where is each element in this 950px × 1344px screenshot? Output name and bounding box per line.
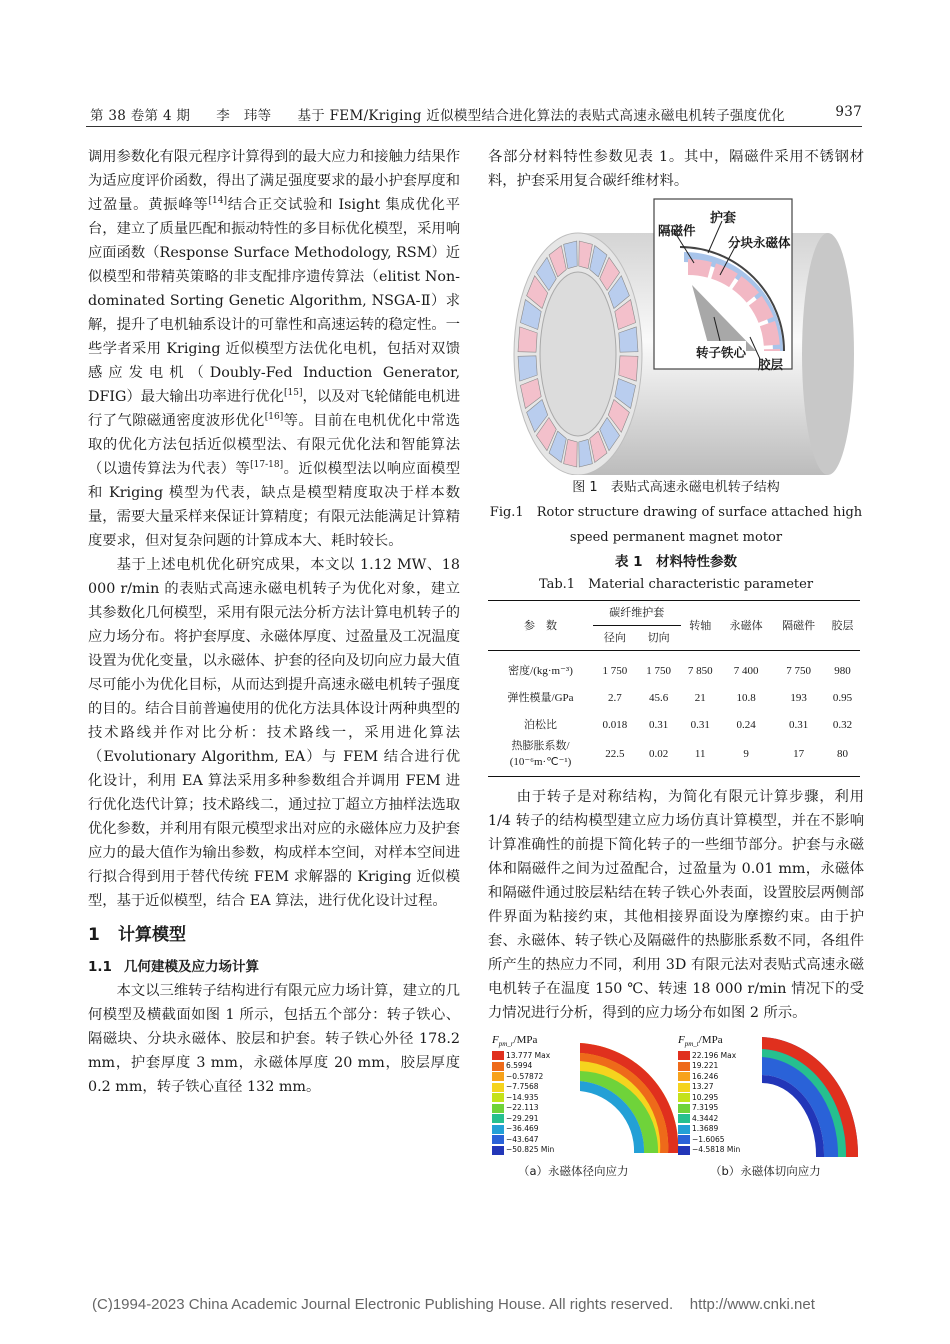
label-magnet: 分块永磁体 — [728, 235, 791, 250]
citation[interactable]: [15] — [284, 388, 303, 399]
legend-value: −22.113 — [506, 1103, 539, 1113]
table-row: 弹性模量/GPa 2.7 45.6 21 10.8 193 0.95 — [507, 691, 853, 704]
table-row: 泊松比 0.018 0.31 0.31 0.24 0.31 0.32 — [524, 718, 853, 731]
legend-value: 1.3689 — [692, 1124, 719, 1134]
running-header — [90, 104, 862, 124]
legend-value: 7.3195 — [692, 1103, 719, 1113]
legend-value: 13.27 — [692, 1082, 714, 1092]
col-header-shaft: 转轴 — [681, 601, 720, 651]
paragraph: 各部分材料特性参数见表 1。其中，隔磁件采用不锈钢材料，护套采用复合碳纤维材料。 — [488, 149, 864, 189]
header-title: 基于 FEM/Kriging 近似模型结合进化算法的表贴式高速永磁电机转子强度优化 — [297, 108, 786, 124]
journal-issue: 第 38 卷第 4 期 — [90, 108, 191, 124]
legend-tangential: $F_{pm\_t}$/MPa 22.196 Max 19.221 16.246 13.27 10.295 7.3195 4.3442 1.3689 −1.6065 −4.5818 Min — [678, 1034, 741, 1155]
label-core: 转子铁心 — [696, 341, 746, 365]
legend-swatch — [678, 1135, 690, 1144]
page-number: 937 — [835, 104, 862, 120]
legend-value: −50.825 Min — [506, 1145, 555, 1155]
legend-swatch — [492, 1062, 504, 1071]
legend-value: −36.469 — [506, 1124, 539, 1134]
col-header-magnet: 永磁体 — [720, 601, 773, 651]
legend-swatch — [678, 1072, 690, 1081]
legend-swatch — [678, 1146, 690, 1155]
legend-swatch — [678, 1125, 690, 1134]
legend-entry — [492, 1072, 554, 1083]
legend-swatch — [678, 1114, 690, 1123]
legend-value: 19.221 — [692, 1061, 719, 1071]
material-table — [488, 600, 860, 777]
col-header-param: 参 数 — [488, 601, 593, 651]
col-header-cf: 碳纤维护套 — [593, 601, 681, 626]
legend-swatch — [678, 1051, 690, 1060]
legend-value: −43.647 — [506, 1134, 539, 1144]
paragraph: 调用参数化有限元程序计算得到的最大应力和接触力结果作为适应度评价函数，得出了满足强度要求的最小护套厚度和过盈量。黄振峰等[14]结合正交试验和 Isight 集成优化平台，建立了质量匹配和振动特性的多目标优化模型，采用响应面函数（Response Surface Methodology, RSM）近似模型和带精英策略的非支配排序遗传算法（elitist Non-dominated Sorting Genetic Algorithm, NSGA-Ⅱ）求解，提升了电机轴系设计的可靠性和高速运转的稳定性。一些学者采用 Kriging 近似模型方法优化电机，包括对双馈感应发电机（Doubly-Fed Induction Generator, DFIG）最大输出功率进行优化[15]，以及对飞轮储能电机进行了气隙磁通密度波形优化[16]等。目前在电机优化中常选取的优化方法包括近似模型法、有限元优化法和智能算法（以遗传算法为代表）等[17-18]。近似模型法以响应面模型和 Kriging 模型为代表，缺点是模型精度取决于样本数量，需要大量采样来保证计算精度；有限元法能满足计算精度要求，但对复杂问题的计算成本大、耗时较长。 — [88, 149, 461, 549]
legend-value: −7.7568 — [506, 1082, 539, 1092]
legend-entry — [678, 1145, 740, 1156]
legend-entry — [492, 1061, 554, 1072]
legend-value: −0.57872 — [506, 1071, 544, 1081]
legend-entry — [678, 1124, 740, 1135]
legend-radial: $F_{pm\_r}$/MPa 13.777 Max 6.5994 −0.57872 −7.7568 −14.935 −22.113 −29.291 −36.469 −43.647 −50.825 Min — [492, 1034, 555, 1155]
figure-1-caption-cn: 图 1 表贴式高速永磁电机转子结构 — [572, 480, 780, 495]
radial-stress-plot — [574, 1041, 684, 1159]
legend-swatch — [492, 1125, 504, 1134]
legend-swatch — [492, 1146, 504, 1155]
cylinder-end — [802, 233, 854, 475]
legend-swatch — [492, 1093, 504, 1102]
legend-value: 16.246 — [692, 1071, 719, 1081]
col-header-glue: 胶层 — [825, 601, 860, 651]
label-sleeve: 护套 — [710, 211, 737, 226]
legend-entry — [678, 1114, 740, 1125]
legend-swatch — [678, 1104, 690, 1113]
table-1-title-cn: 表 1 材料特性参数 — [614, 554, 738, 570]
tangential-stress-plot — [758, 1035, 862, 1159]
legend-value: −29.291 — [506, 1113, 539, 1123]
legend-value: 13.777 Max — [506, 1050, 551, 1060]
header-authors: 李 玮等 — [216, 108, 272, 124]
legend-entry — [678, 1082, 740, 1093]
legend-entry — [678, 1135, 740, 1146]
col-header-tangential: 切向 — [647, 632, 670, 644]
legend-swatch — [492, 1114, 504, 1123]
legend-entry — [678, 1051, 740, 1062]
legend-swatch — [492, 1072, 504, 1081]
legend-value: 4.3442 — [692, 1113, 719, 1123]
legend-value: −14.935 — [506, 1092, 539, 1102]
table-row: 密度/(kg·m⁻³) 1 750 1 750 7 850 7 400 7 750 980 — [488, 651, 860, 685]
section-heading: 1 计算模型 — [88, 925, 186, 945]
legend-entry — [678, 1103, 740, 1114]
legend-entry — [492, 1135, 554, 1146]
col-header-spacer: 隔磁件 — [772, 601, 825, 651]
table-row: 热膨胀系数/ (10⁻⁶m·℃⁻¹) 22.5 0.02 11 9 17 80 — [488, 738, 860, 777]
citation[interactable]: [17-18] — [250, 460, 284, 471]
figure-1-caption-en-2: speed permanent magnet motor — [569, 530, 783, 545]
legend-entry — [492, 1051, 554, 1062]
label-glue: 胶层 — [758, 357, 784, 372]
legend-entry — [492, 1114, 554, 1125]
legend-entry — [492, 1093, 554, 1104]
rotor-core — [540, 272, 616, 436]
legend-entry — [678, 1072, 740, 1083]
paragraph: 本文以三维转子结构进行有限元应力场计算，建立的几何模型及横截面如图 1 所示，包括五个部分：转子铁心、隔磁块、分块永磁体、胶层和护套。转子铁心外径 178.2 mm，护套厚度 3 mm，永磁体厚度 20 mm，胶层厚度 0.2 mm，转子铁心直径 132 mm。 — [88, 983, 460, 1095]
figure-1-caption-en: Fig.1 Rotor structure drawing of surface attached high — [489, 505, 863, 520]
figure-2b-caption: （b）永磁体切向应力 — [710, 1164, 821, 1178]
table-1-title-en: Tab.1 Material characteristic parameter — [538, 577, 814, 592]
figure-2-stress-fields — [488, 1031, 864, 1179]
legend-entry — [678, 1093, 740, 1104]
legend-swatch — [678, 1062, 690, 1071]
left-column — [88, 145, 460, 1099]
legend-swatch — [492, 1083, 504, 1092]
figure-2a-caption: （a）永磁体径向应力 — [518, 1164, 629, 1178]
label-spacer: 隔磁件 — [658, 223, 696, 238]
copyright-footer: (C)1994-2023 China Academic Journal Electronic Publishing House. All rights reserved. http://www.cnki.net — [92, 1296, 815, 1313]
legend-swatch — [678, 1083, 690, 1092]
figure-1-rotor-structure — [488, 193, 864, 475]
legend-swatch — [492, 1051, 504, 1060]
paragraph: 由于转子是对称结构，为简化有限元计算步骤，利用 1/4 转子的结构模型建立应力场仿真计算模型，并在不影响计算准确性的前提下简化转子的一些细节部分。护套与永磁体和隔磁件之间为过盈配合，过盈量为 0.01 mm，永磁体和隔磁件通过胶层粘结在转子铁心外表面，设置胶层两侧部件界面为粘接约束，其他相接界面设为摩擦约束。由于护套、永磁体、转子铁心及隔磁件的热膨胀系数不同，各组件所产生的热应力不同，利用 3D 有限元法对表贴式高速永磁电机转子在温度 150 ℃、转速 18 000 r/min 情况下的受力情况进行分析，得到的应力场分布如图 2 所示。 — [488, 789, 864, 1021]
legend-entry — [678, 1061, 740, 1072]
header-rule — [86, 126, 862, 127]
legend-value: 6.5994 — [506, 1061, 533, 1071]
citation[interactable]: [16] — [264, 412, 284, 423]
legend-entry — [492, 1145, 554, 1156]
subsection-heading: 1.1 几何建模及应力场计算 — [88, 959, 259, 975]
col-header-radial: 径向 — [603, 632, 626, 644]
legend-swatch — [492, 1135, 504, 1144]
citation[interactable]: [14] — [208, 196, 227, 207]
right-column — [488, 145, 864, 1179]
legend-entry — [492, 1082, 554, 1093]
legend-swatch — [678, 1093, 690, 1102]
paragraph: 基于上述电机优化研究成果，本文以 1.12 MW、18 000 r/min 的表贴式高速永磁电机转子为优化对象，建立其参数化几何模型，采用有限元法分析方法计算电机转子的应力场分布。将护套厚度、永磁体厚度、过盈量及工况温度设置为优化变量，以永磁体、护套的径向及切向应力最大值尽可能小为优化目标，从而达到提升高速永磁电机转子强度的目的。结合目前普遍使用的优化方法具体设计两种典型的技术路线并作对比分析：技术路线一，采用进化算法（Evolutionary Algorithm, EA）与 FEM 结合进行优化设计，利用 EA 算法采用多种参数组合并调用 FEM 进行优化迭代计算；技术路线二，通过拉丁超立方抽样法选取优化参数，并利用有限元模型求出对应的永磁体应力及护套应力的最大值作为输出参数，构成样本空间，对样本空间进行拟合得到用于替代传统 FEM 求解器的 Kriging 近似模型，基于近似模型，结合 EA 算法，进行优化设计过程。 — [88, 557, 460, 909]
legend-value: −4.5818 Min — [692, 1145, 741, 1155]
legend-entry — [492, 1103, 554, 1114]
legend-value: 10.295 — [692, 1092, 719, 1102]
legend-value: 22.196 Max — [692, 1050, 737, 1060]
legend-value: −1.6065 — [692, 1134, 725, 1144]
legend-swatch — [492, 1104, 504, 1113]
legend-entry — [492, 1124, 554, 1135]
